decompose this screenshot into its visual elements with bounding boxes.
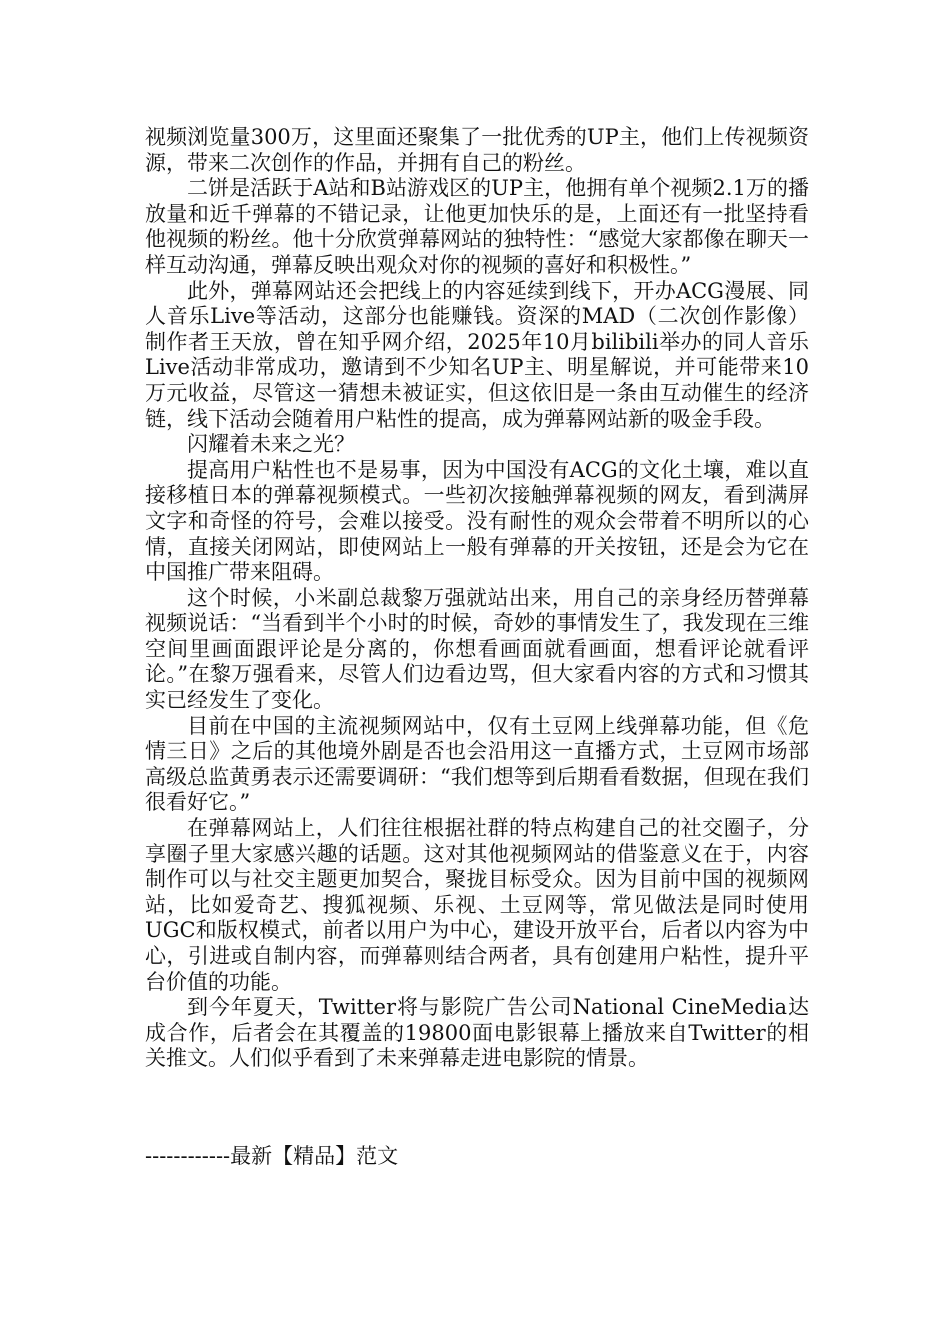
paragraph-3: 此外，弹幕网站还会把线上的内容延续到线下，开办ACG漫展、同人音乐Live等活动，这部分也能赚钱。资深的MAD（二次创作影像）制作者王天放，曾在知乎网介绍，2025年10月bilibili举办的同人音乐Live活动非常成功，邀请到不少知名UP主、明星解说，并可能带来10万元收益，尽管这一猜想未被证实，但这依旧是一条由互动催生的经济链，线下活动会随着用户粘性的提高，成为弹幕网站新的吸金手段。 bbox=[145, 278, 809, 431]
paragraph-9: 到今年夏天，Twitter将与影院广告公司National CineMedia达成合作，后者会在其覆盖的19800面电影银幕上播放来自Twitter的相关推文。人们似乎看到了未来弹幕走进电影院的情景。 bbox=[145, 995, 809, 1071]
page-footer: ------------最新【精品】范文 bbox=[145, 1144, 399, 1168]
paragraph-2: 二饼是活跃于A站和B站游戏区的UP主，他拥有单个视频2.1万的播放量和近千弹幕的不错记录，让他更加快乐的是，上面还有一批坚持看他视频的粉丝。他十分欣赏弹幕网站的独特性：“感觉大家都像在聊天一样互动沟通，弹幕反映出观众对你的视频的喜好和积极性。” bbox=[145, 176, 809, 277]
paragraph-7: 目前在中国的主流视频网站中，仅有土豆网上线弹幕功能，但《危情三日》之后的其他境外剧是否也会沿用这一直播方式，土豆网市场部高级总监黄勇表示还需要调研：“我们想等到后期看看数据，但现在我们很看好它。” bbox=[145, 713, 809, 815]
paragraph-1: 视频浏览量300万，这里面还聚集了一批优秀的UP主，他们上传视频资源，带来二次创作的作品，并拥有自己的粉丝。 bbox=[145, 125, 809, 175]
paragraph-6: 这个时候，小米副总裁黎万强就站出来，用自己的亲身经历替弹幕视频说话：“当看到半个小时的时候，奇妙的事情发生了，我发现在三维空间里画面跟评论是分离的，你想看画面就看画面，想看评论就看评论。”在黎万强看来，尽管人们边看边骂，但大家看内容的方式和习惯其实已经发生了变化。 bbox=[145, 585, 809, 713]
article-body bbox=[145, 125, 809, 1072]
paragraph-8: 在弹幕网站上，人们往往根据社群的特点构建自己的社交圈子，分享圈子里大家感兴趣的话题。这对其他视频网站的借鉴意义在于，内容制作可以与社交主题更加契合，聚拢目标受众。因为目前中国的视频网站，比如爱奇艺、搜狐视频、乐视、土豆网等，常见做法是同时使用UGC和版权模式，前者以用户为中心，建设开放平台，后者以内容为中心，引进或自制内容，而弹幕则结合两者，具有创建用户粘性，提升平台价值的功能。 bbox=[145, 816, 809, 994]
paragraph-5: 提高用户粘性也不是易事，因为中国没有ACG的文化土壤，难以直接移植日本的弹幕视频模式。一些初次接触弹幕视频的网友，看到满屏文字和奇怪的符号，会难以接受。没有耐性的观众会带着不明所以的心情，直接关闭网站，即使网站上一般有弹幕的开关按钮，还是会为它在中国推广带来阻碍。 bbox=[145, 457, 809, 585]
section-heading: 闪耀着未来之光？ bbox=[187, 432, 355, 457]
